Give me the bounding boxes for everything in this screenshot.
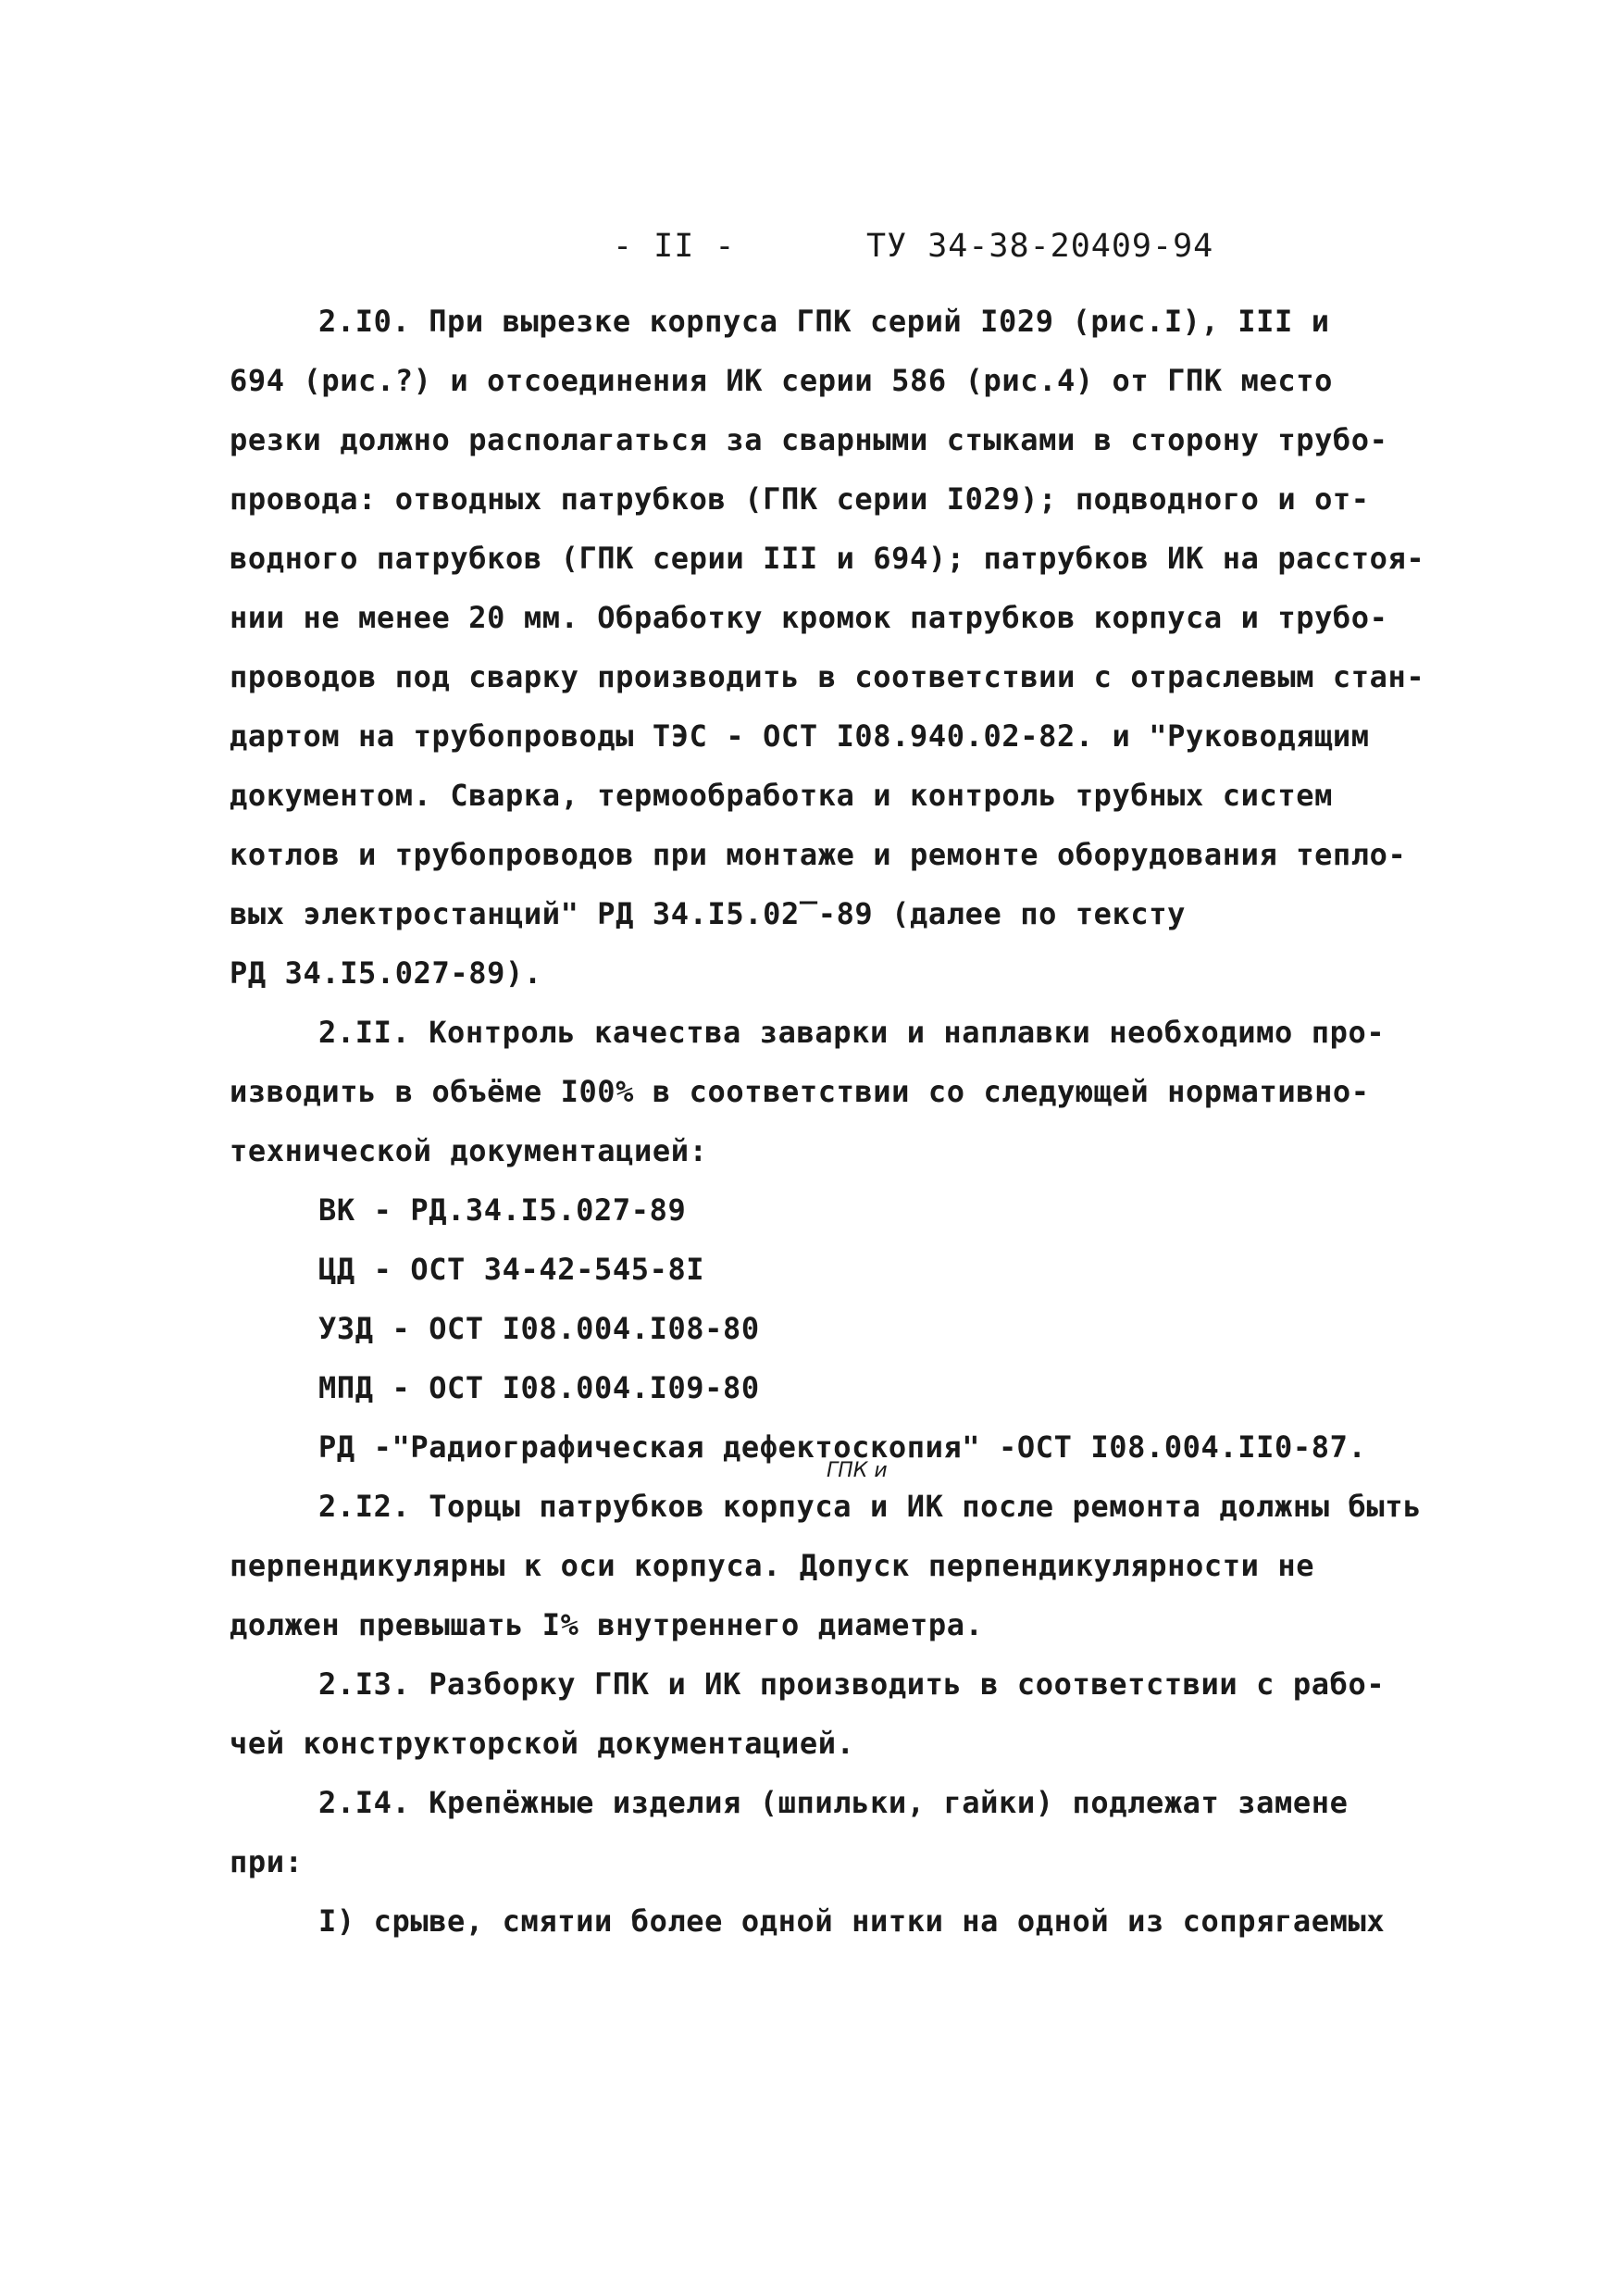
text-line: УЗД - ОСТ I08.004.I08-80: [318, 1311, 760, 1346]
text-line: котлов и трубопроводов при монтаже и ремонте оборудования тепло-: [230, 837, 1407, 872]
text-line: технической документацией:: [230, 1133, 708, 1168]
text-line: чей конструкторской документацией.: [230, 1726, 855, 1761]
text-line: 694 (рис.?) и отсоединения ИК серии 586 (рис.4) от ГПК место: [230, 363, 1333, 398]
text-line: при:: [230, 1844, 304, 1879]
text-line: проводов под сварку производить в соответствии с отраслевым стан-: [230, 659, 1425, 694]
text-line: 2.I0. При вырезке корпуса ГПК серий I029 (рис.I), III и: [318, 304, 1330, 339]
text-line: водного патрубков (ГПК серии III и 694); патрубков ИК на расстоя-: [230, 541, 1425, 576]
text-line: изводить в объёме I00% в соответствии со следующей нормативно-: [230, 1074, 1370, 1109]
document-id: ТУ 34-38-20409-94: [866, 228, 1214, 265]
page-number: - II -: [613, 228, 736, 265]
text-line: РД 34.I5.027-89).: [230, 955, 542, 991]
text-line: 2.I4. Крепёжные изделия (шпильки, гайки) подлежат замене: [318, 1785, 1349, 1820]
text-line: 2.I2. Торцы патрубков корпуса и ИК после ремонта должны быть: [318, 1489, 1422, 1524]
text-line: резки должно располагаться за сварными стыками в сторону трубо-: [230, 422, 1388, 457]
text-line: должен превышать I% внутреннего диаметра.: [230, 1607, 984, 1642]
text-line: 2.II. Контроль качества заварки и наплавки необходимо про-: [318, 1015, 1386, 1050]
text-line: дартом на трубопроводы ТЭС - ОСТ I08.940.02-82. и "Руководящим: [230, 718, 1370, 754]
text-line: МПД - ОСТ I08.004.I09-80: [318, 1370, 760, 1405]
text-line: нии не менее 20 мм. Обработку кромок патрубков корпуса и трубо-: [230, 600, 1388, 635]
handwritten-insert: ГПК и: [827, 1459, 888, 1482]
text-line: вых электростанций" РД 34.I5.02‾-89 (далее по тексту: [230, 896, 1187, 931]
text-line: провода: отводных патрубков (ГПК серии I029); подводного и от-: [230, 481, 1370, 517]
text-line: ВК - РД.34.I5.027-89: [318, 1192, 687, 1228]
text-line: ЦД - ОСТ 34-42-545-8I: [318, 1252, 705, 1287]
page-header: [0, 228, 1617, 274]
text-line: I) срыве, смятии более одной нитки на одной из сопрягаемых: [318, 1903, 1386, 1939]
text-line: РД -"Радиографическая дефектоскопия" -ОСТ I08.004.II0-87.: [318, 1429, 1367, 1465]
text-line: перпендикулярны к оси корпуса. Допуск перпендикулярности не: [230, 1548, 1315, 1583]
text-line: 2.I3. Разборку ГПК и ИК производить в соответствии с рабо-: [318, 1666, 1386, 1702]
text-line: документом. Сварка, термообработка и контроль трубных систем: [230, 778, 1333, 813]
